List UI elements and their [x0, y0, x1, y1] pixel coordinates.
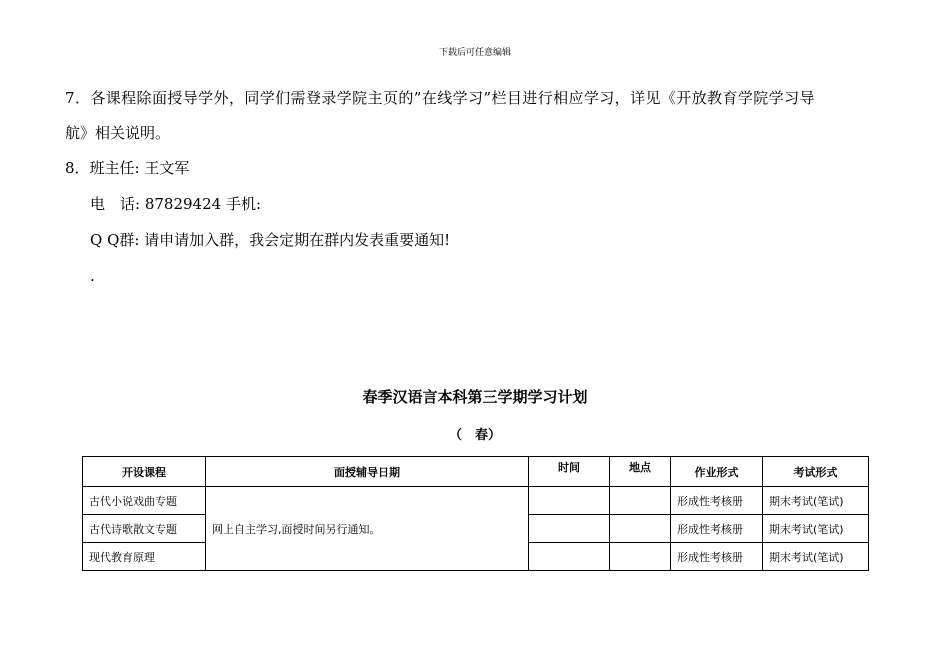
trailing-dot: . [90, 267, 95, 285]
study-plan-title: 春季汉语言本科第三学期学习计划 [362, 388, 588, 406]
study-plan-subtitle: （ 春） [448, 428, 501, 443]
time-cell [529, 543, 610, 571]
header-tutoring-date: 面授辅导日期 [206, 457, 529, 487]
time-cell [529, 515, 610, 543]
homework-cell: 形成性考核册 [671, 487, 763, 515]
exam-cell: 期末考试(笔试) [763, 487, 869, 515]
course-cell: 古代诗歌散文专题 [83, 515, 206, 543]
course-cell: 古代小说戏曲专题 [83, 487, 206, 515]
header-time: 时间 [529, 457, 610, 487]
paragraph-7-line-1: 7．各课程除面授导学外，同学们需登录学院主页的”在线学习”栏目进行相应学习，详见《开放教育学院学习导 [65, 89, 815, 107]
time-cell [529, 487, 610, 515]
table-row [83, 487, 869, 515]
course-cell: 现代教育原理 [83, 543, 206, 571]
homework-cell: 形成性考核册 [671, 515, 763, 543]
header-homework-form: 作业形式 [671, 457, 763, 487]
header-exam-form: 考试形式 [763, 457, 869, 487]
paragraph-8-head-teacher: 8．班主任: 王文军 [65, 159, 190, 177]
study-plan-table [82, 456, 869, 571]
homework-cell: 形成性考核册 [671, 543, 763, 571]
header-location: 地点 [610, 457, 671, 487]
exam-cell: 期末考试(笔试) [763, 515, 869, 543]
page-header-note: 下载后可任意编辑 [438, 48, 511, 58]
exam-cell: 期末考试(笔试) [763, 543, 869, 571]
location-cell [610, 543, 671, 571]
location-cell [610, 515, 671, 543]
header-course: 开设课程 [83, 457, 206, 487]
paragraph-7-line-2: 航》相关说明。 [65, 124, 171, 142]
tutoring-note-cell: 网上自主学习,面授时间另行通知。 [206, 487, 529, 571]
qq-group-line: Q Q群: 请申请加入群，我会定期在群内发表重要通知! [90, 231, 451, 249]
table-header-row [83, 457, 869, 487]
location-cell [610, 487, 671, 515]
phone-line: 电 话: 87829424 手机: [90, 195, 261, 213]
